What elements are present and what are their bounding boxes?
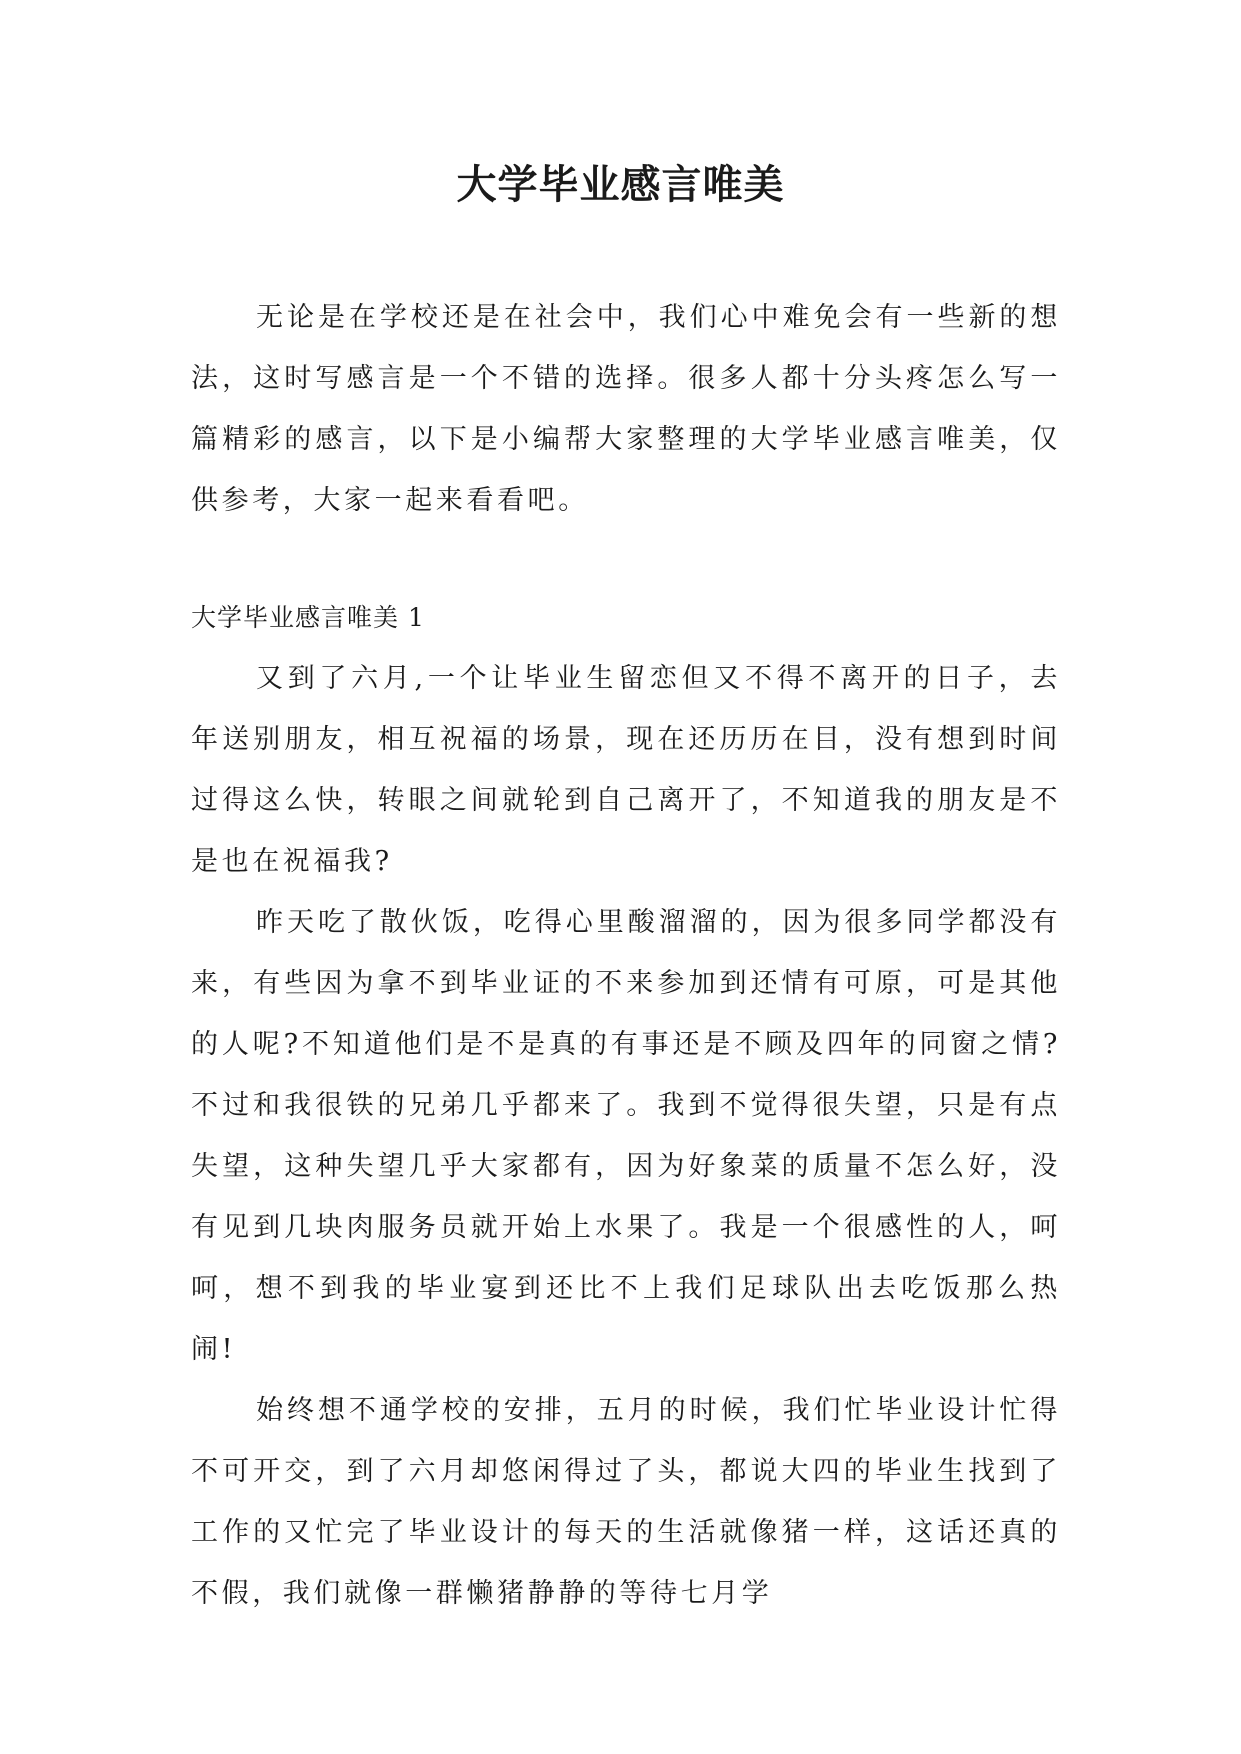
intro-paragraph: 无论是在学校还是在社会中，我们心中难免会有一些新的想法，这时写感言是一个不错的选择。很多人都十分头疼怎么写一篇精彩的感言，以下是小编帮大家整理的大学毕业感言唯美，仅供参考，大家一起来看看吧。 [191, 302, 1061, 516]
body-paragraph: 又到了六月,一个让毕业生留恋但又不得不离开的日子，去年送别朋友，相互祝福的场景，现在还历历在目，没有想到时间过得这么快，转眼之间就轮到自己离开了，不知道我的朋友是不是也在祝福我? [191, 663, 1061, 877]
body-paragraph: 昨天吃了散伙饭，吃得心里酸溜溜的，因为很多同学都没有来，有些因为拿不到毕业证的不来参加到还情有可原，可是其他的人呢?不知道他们是不是真的有事还是不顾及四年的同窗之情?不过和我很铁的兄弟几乎都来了。我到不觉得很失望，只是有点失望，这种失望几乎大家都有，因为好象菜的质量不怎么好，没有见到几块肉服务员就开始上水果了。我是一个很感性的人，呵呵，想不到我的毕业宴到还比不上我们足球队出去吃饭那么热闹! [191, 907, 1061, 1365]
body-paragraph: 始终想不通学校的安排，五月的时候，我们忙毕业设计忙得不可开交，到了六月却悠闲得过了头，都说大四的毕业生找到了工作的又忙完了毕业设计的每天的生活就像猪一样，这话还真的不假，我们就像一群懒猪静静的等待七月学 [191, 1395, 1061, 1609]
document-body [191, 287, 1061, 1624]
document-title: 大学毕业感言唯美 [456, 161, 785, 208]
section-heading: 大学毕业感言唯美 1 [191, 603, 425, 632]
